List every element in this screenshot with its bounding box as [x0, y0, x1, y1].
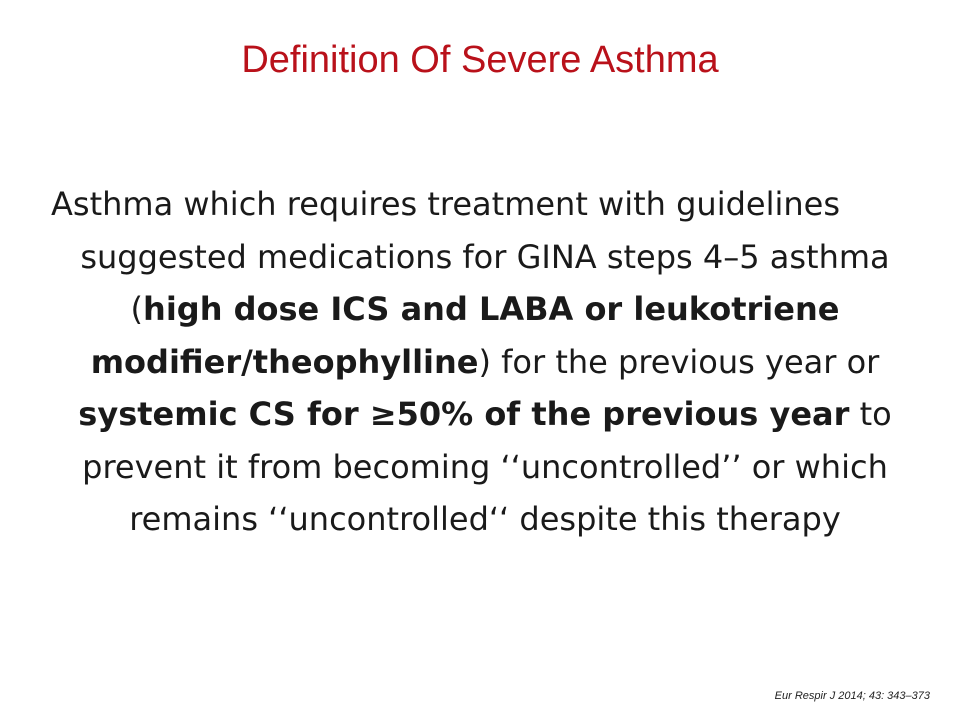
slide-title: Definition Of Severe Asthma — [241, 39, 719, 81]
definition-line-4 — [0, 336, 960, 389]
definition-line-5 — [0, 388, 960, 441]
to-text: to — [849, 395, 892, 433]
definition-line-6: prevent it from becoming ‘‘uncontrolled’’ or which — [82, 447, 888, 486]
citation: Eur Respir J 2014; 43: 343–373 — [774, 690, 930, 702]
bold-systemic-cs-text: systemic CS for ≥50% of the previous year — [78, 395, 850, 433]
definition-line-2: suggested medications for GINA steps 4–5 asthma — [80, 237, 890, 276]
bold-theophylline-text: modifier/theophylline — [90, 342, 479, 381]
paren-open: ( — [130, 290, 144, 328]
bold-treatment-text: high dose ICS and LABA or leukotriene — [143, 290, 840, 328]
definition-line-1: Asthma which requires treatment with guidelines — [51, 185, 841, 223]
previous-year-text: ) for the previous year or — [478, 342, 880, 381]
definition-text — [0, 178, 960, 546]
definition-line-3 — [0, 283, 960, 336]
definition-line-7: remains ‘‘uncontrolled‘‘ despite this therapy — [129, 500, 841, 538]
